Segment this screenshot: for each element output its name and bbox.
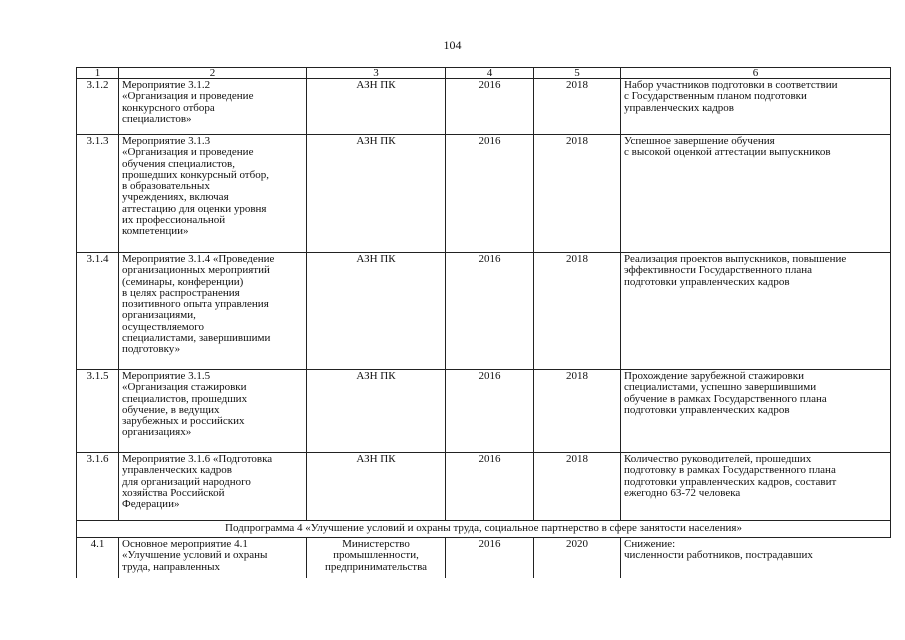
executor: АЗН ПК bbox=[307, 370, 446, 453]
expected-result: Набор участников подготовки в соответствии с Государственным планом подготовки управленческих кадров bbox=[621, 79, 891, 135]
table-row bbox=[77, 538, 891, 578]
column-number: 6 bbox=[621, 68, 891, 79]
start-year: 2016 bbox=[446, 79, 534, 135]
subprogram-title: Подпрограмма 4 «Улучшение условий и охраны труда, социальное партнерство в сфере занятости населения» bbox=[77, 521, 891, 538]
column-number: 2 bbox=[119, 68, 307, 79]
expected-result: Реализация проектов выпускников, повышение эффективности Государственного плана подготовки управленческих кадров bbox=[621, 253, 891, 370]
row-number: 3.1.4 bbox=[77, 253, 119, 370]
start-year: 2016 bbox=[446, 370, 534, 453]
row-number: 3.1.5 bbox=[77, 370, 119, 453]
executor: АЗН ПК bbox=[307, 253, 446, 370]
event-name: Мероприятие 3.1.5 «Организация стажировки специалистов, прошедших обучение, в ведущих зарубежных и российских организациях» bbox=[119, 370, 307, 453]
start-year: 2016 bbox=[446, 453, 534, 521]
end-year: 2018 bbox=[534, 253, 621, 370]
executor: АЗН ПК bbox=[307, 135, 446, 253]
row-number: 4.1 bbox=[77, 538, 119, 578]
table-row bbox=[77, 135, 891, 253]
column-number: 5 bbox=[534, 68, 621, 79]
start-year: 2016 bbox=[446, 253, 534, 370]
row-number: 3.1.6 bbox=[77, 453, 119, 521]
row-number: 3.1.2 bbox=[77, 79, 119, 135]
event-name: Мероприятие 3.1.2 «Организация и проведение конкурсного отбора специалистов» bbox=[119, 79, 307, 135]
table-row bbox=[77, 370, 891, 453]
table-row bbox=[77, 453, 891, 521]
event-name: Основное мероприятие 4.1 «Улучшение условий и охраны труда, направленных bbox=[119, 538, 307, 578]
column-number-row bbox=[77, 68, 891, 79]
expected-result: Прохождение зарубежной стажировки специалистами, успешно завершившими обучение в рамках Государственного плана подготовки управленческих кадров bbox=[621, 370, 891, 453]
column-number: 3 bbox=[307, 68, 446, 79]
event-name: Мероприятие 3.1.4 «Проведение организационных мероприятий (семинары, конференции) в целях распространения позитивного опыта управления организациями, осуществляемого специалистами, завершившими подготовку» bbox=[119, 253, 307, 370]
row-number: 3.1.3 bbox=[77, 135, 119, 253]
table-row bbox=[77, 79, 891, 135]
start-year: 2016 bbox=[446, 538, 534, 578]
expected-result: Снижение: численности работников, пострадавших bbox=[621, 538, 891, 578]
column-number: 1 bbox=[77, 68, 119, 79]
event-name: Мероприятие 3.1.3 «Организация и проведение обучения специалистов, прошедших конкурсный отбор, в образовательных учреждениях, включая аттестацию для оценки уровня их профессиональной компетенции» bbox=[119, 135, 307, 253]
table-row bbox=[77, 253, 891, 370]
event-name: Мероприятие 3.1.6 «Подготовка управленческих кадров для организаций народного хозяйства Российской Федерации» bbox=[119, 453, 307, 521]
executor: АЗН ПК bbox=[307, 453, 446, 521]
start-year: 2016 bbox=[446, 135, 534, 253]
end-year: 2018 bbox=[534, 79, 621, 135]
end-year: 2018 bbox=[534, 370, 621, 453]
expected-result: Количество руководителей, прошедших подготовку в рамках Государственного плана подготовки управленческих кадров, составит ежегодно 63-72 человека bbox=[621, 453, 891, 521]
plan-table bbox=[76, 67, 891, 578]
executor: АЗН ПК bbox=[307, 79, 446, 135]
page-number: 104 bbox=[443, 38, 462, 52]
end-year: 2018 bbox=[534, 135, 621, 253]
expected-result: Успешное завершение обучения с высокой оценкой аттестации выпускников bbox=[621, 135, 891, 253]
subprogram-row bbox=[77, 521, 891, 538]
executor: Министерство промышленности, предпринимательства bbox=[307, 538, 446, 578]
column-number: 4 bbox=[446, 68, 534, 79]
end-year: 2020 bbox=[534, 538, 621, 578]
end-year: 2018 bbox=[534, 453, 621, 521]
